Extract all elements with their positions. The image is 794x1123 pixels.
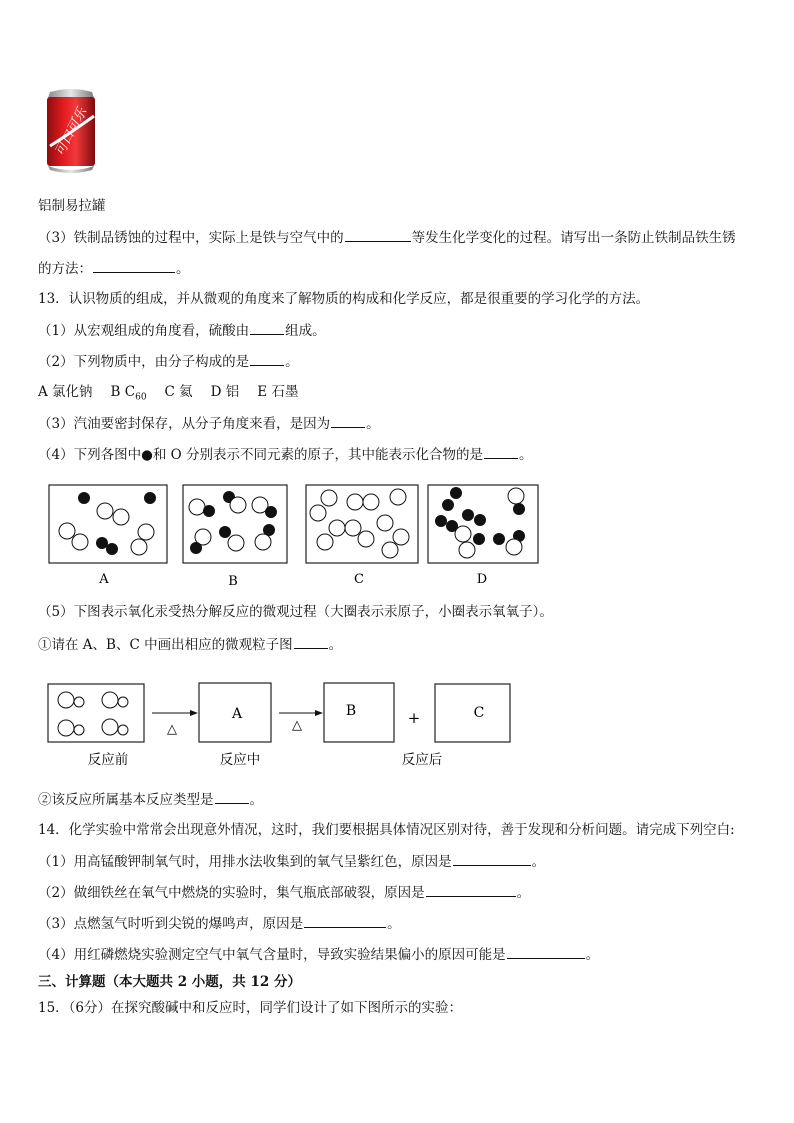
reaction-box-a[interactable] (199, 683, 271, 742)
heat-symbol-2: △ (292, 718, 302, 733)
q13-options (38, 383, 298, 407)
box-a-label: A (231, 706, 243, 722)
option-c: C 氦 (164, 384, 193, 400)
option-e: E 石墨 (257, 384, 299, 400)
q13-part5: （5）下图表示氧化汞受热分解反应的微观过程（大圈表示汞原子，小圈表示氧氧子）。 (38, 604, 553, 620)
diagram-d (428, 485, 538, 563)
box-b-label: B (345, 703, 357, 719)
reaction-before-box (48, 684, 144, 742)
diagram-c (306, 485, 418, 563)
diagram-label-a: A (99, 572, 109, 587)
q12-part3-blank2[interactable] (93, 259, 175, 273)
q13-part4-blank[interactable] (484, 445, 518, 459)
q15-stem: 15．（6分）在探究酸碱中和反应时，同学们设计了如下图所示的实验： (38, 1000, 463, 1016)
reaction-diagram (0, 676, 794, 776)
q13-part2-blank[interactable] (250, 352, 284, 366)
diagram-label-d: D (476, 572, 488, 587)
q14-stem: 14．化学实验中常常会出现意外情况，这时，我们要根据具体情况区别对待，善于发现和分析问题。请完成下列空白: (38, 822, 735, 838)
q14-part2-blank[interactable] (426, 883, 516, 897)
can-caption: 铝制易拉罐 (38, 198, 106, 214)
reaction-box-b[interactable] (324, 683, 394, 742)
soda-can-image (44, 86, 98, 174)
diagram-label-c: C (354, 572, 364, 587)
q14-part3: （3）点燃氢气时听到尖锐的爆鸣声，原因是 。 (38, 916, 401, 932)
molecule-diagrams (0, 480, 794, 590)
q12-part3-line2: 的方法： 。 (38, 261, 190, 277)
diagram-label-b: B (228, 574, 238, 589)
heat-symbol-1: △ (167, 722, 177, 737)
label-before: 反应前 (87, 752, 129, 768)
q14-part4-blank[interactable] (507, 945, 585, 959)
diagram-b (183, 485, 287, 563)
section3-heading: 三、计算题（本大题共 2 小题，共 12 分） (38, 974, 301, 990)
q13-part5-2-blank[interactable] (215, 790, 249, 804)
q13-part3-blank[interactable] (331, 414, 365, 428)
q14-part4: （4）用红磷燃烧实验测定空气中氧气含量时，导致实验结果偏小的原因可能是 。 (38, 947, 600, 963)
q13-part1: （1）从宏观组成的角度看，硫酸由 组成。 (38, 323, 326, 339)
box-c-label: C (473, 705, 485, 721)
q13-part5-1: ①请在 A、B、C 中画出相应的微观粒子图 。 (38, 637, 343, 653)
q14-part1: （1）用高锰酸钾制氧气时，用排水法收集到的氧气呈紫红色，原因是 。 (38, 854, 546, 870)
q14-part3-blank[interactable] (304, 914, 386, 928)
q13-part2: （2）下列物质中，由分子构成的是 。 (38, 354, 299, 370)
diagram-a (49, 485, 167, 563)
q13-part3: （3）汽油要密封保存，从分子角度来看，是因为 。 (38, 416, 380, 432)
plus-sign: + (407, 709, 421, 727)
can-logo-text: 可口可乐 (52, 105, 91, 159)
q14-part1-blank[interactable] (453, 852, 531, 866)
q13-stem: 13．认识物质的组成，并从微观的角度来了解物质的构成和化学反应，都是很重要的学习化学的方法。 (38, 291, 650, 307)
q14-part2: （2）做细铁丝在氧气中燃烧的实验时，集气瓶底部破裂，原因是 。 (38, 885, 531, 901)
option-a: A 氯化钠 (38, 384, 93, 400)
reaction-box-c[interactable] (435, 684, 510, 742)
q13-part4: （4）下列各图中●和 O 分别表示不同元素的原子，其中能表示化合物的是 。 (38, 447, 533, 463)
label-after: 反应后 (401, 752, 443, 768)
label-during: 反应中 (219, 752, 261, 768)
option-d: D 铝 (210, 384, 240, 400)
q12-part3-blank1[interactable] (345, 228, 411, 242)
q13-part5-2: ②该反应所属基本反应类型是 。 (38, 792, 263, 808)
q13-part1-blank[interactable] (250, 321, 284, 335)
q13-part5-1-blank[interactable] (294, 635, 328, 649)
option-b: B $C_{60}$ (110, 384, 147, 403)
q12-part3-line1: （3）铁制品锈蚀的过程中，实际上是铁与空气中的 等发生化学变化的过程。请写出一条防止铁制品铁生锈 (38, 230, 736, 246)
